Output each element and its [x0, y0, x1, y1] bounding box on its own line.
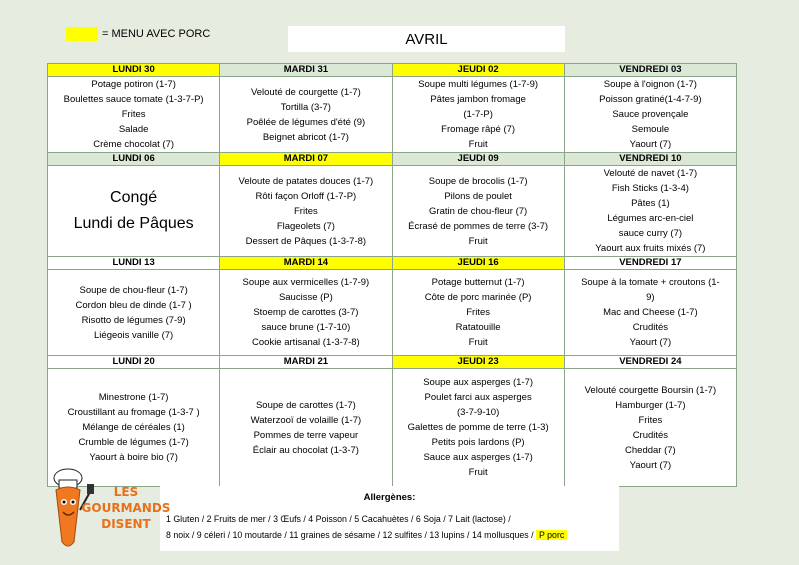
menu-item: Fromage râpé (7)	[441, 124, 516, 135]
menu-item: Fruit	[468, 337, 488, 348]
menu-item: Gratin de chou-fleur (7)	[429, 205, 528, 217]
menu-item: Pâtes (1)	[631, 198, 670, 209]
menu-item: Mélange de céréales (1)	[82, 422, 185, 433]
allergens-line-1: 1 Gluten / 2 Fruits de mer / 3 Œufs / 4 Poisson / 5 Cacahuètes / 6 Soja / 7 Lait (lactose) /	[166, 514, 511, 524]
day-menu-cell	[220, 270, 392, 356]
menu-item: Crudités	[632, 322, 669, 333]
menu-item: Minestrone (1-7)	[98, 392, 169, 403]
week-header-row	[48, 153, 737, 166]
menu-item: Dessert de Pâques (1-3-7-8)	[245, 235, 367, 247]
day-menu-cell	[48, 77, 220, 153]
menu-item: Crudités	[632, 429, 669, 441]
menu-item: Soupe aux vermicelles (1-7-9)	[242, 277, 370, 288]
day-header: MARDI 14	[220, 257, 392, 270]
menu-item: Sauce provençale	[612, 109, 689, 120]
menu-item: Potage potiron (1-7)	[91, 79, 176, 90]
menu-item: (1-7-P)	[463, 109, 493, 120]
menu-item: Lundi de Pâques	[73, 215, 194, 232]
week-header-row	[48, 64, 737, 77]
menu-item: Stoemp de carottes (3-7)	[253, 307, 359, 318]
menu-item: (3-7-9-10)	[457, 407, 500, 418]
day-header: LUNDI 20	[48, 356, 220, 369]
week-menu-row	[48, 77, 737, 153]
menu-item: Crème chocolat (7)	[93, 139, 175, 150]
chef-carrot-icon	[40, 462, 171, 554]
day-menu-cell	[220, 77, 392, 153]
menu-item: Soupe multi légumes (1-7-9)	[418, 79, 539, 90]
menu-item: sauce brune (1-7-10)	[261, 322, 351, 333]
day-header: JEUDI 09	[392, 153, 564, 166]
menu-item: Soupe de chou-fleur (1-7)	[79, 284, 188, 296]
legend-label: = MENU AVEC PORC	[102, 28, 211, 40]
menu-item: Salade	[118, 124, 149, 135]
day-menu-cell	[48, 270, 220, 356]
menu-item: Saucisse (P)	[278, 292, 333, 303]
menu-item: Cordon bleu de dinde (1-7 )	[75, 299, 192, 311]
menu-item: Soupe à l'oignon (1-7)	[603, 79, 697, 90]
legend	[66, 27, 210, 41]
menu-item: Yaourt (7)	[629, 337, 672, 348]
menu-item: Frites	[121, 109, 146, 120]
menu-item: Légumes arc-en-ciel	[607, 213, 694, 224]
menu-item: Flageolets (7)	[276, 220, 335, 232]
day-header: JEUDI 23	[392, 356, 564, 369]
day-menu-cell	[220, 166, 392, 257]
menu-item: Poulet farci aux asperges	[424, 392, 532, 403]
day-menu-cell	[564, 166, 736, 257]
legend-swatch	[66, 27, 98, 41]
menu-item: Côte de porc marinée (P)	[424, 292, 532, 303]
day-header: VENDREDI 17	[564, 257, 736, 270]
week-header-row	[48, 356, 737, 369]
menu-item: Sauce aux asperges (1-7)	[423, 452, 533, 463]
menu-item: Soupe de carottes (1-7)	[255, 399, 356, 411]
menu-item: Fruit	[468, 467, 488, 478]
day-header: MARDI 21	[220, 356, 392, 369]
menu-item: Éclair au chocolat (1-3-7)	[252, 444, 359, 456]
menu-item: Ratatouille	[455, 322, 501, 333]
menu-item: Fruit	[468, 235, 488, 247]
day-header: MARDI 31	[220, 64, 392, 77]
menu-item: Yaourt à boire bio (7)	[89, 452, 178, 463]
day-header: MARDI 07	[220, 153, 392, 166]
menu-item: Écrasé de pommes de terre (3-7)	[408, 220, 549, 232]
day-menu-cell	[392, 77, 564, 153]
menu-item: Congé	[110, 189, 158, 206]
day-header: VENDREDI 03	[564, 64, 736, 77]
holiday-cell	[48, 166, 220, 257]
logo-text-1: LES	[113, 485, 139, 499]
menu-item: sauce curry (7)	[618, 228, 683, 239]
menu-item: Velouté de courgette (1-7)	[250, 86, 361, 98]
day-menu-cell	[392, 166, 564, 257]
menu-item: Poisson gratiné(1-4-7-9)	[599, 94, 702, 105]
logo-text-3: DISENT	[101, 517, 151, 531]
menu-item: Boulettes sauce tomate (1-3-7-P)	[63, 94, 204, 105]
menu-item: Potage butternut (1-7)	[431, 277, 525, 288]
menu-item: Poêlée de légumes d'été (9)	[246, 116, 366, 128]
pork-marker: P porc	[536, 530, 567, 540]
menu-item: Waterzooï de volaille (1-7)	[250, 414, 362, 426]
menu-item: 9)	[646, 292, 655, 303]
menu-item: Pommes de terre vapeur	[253, 429, 359, 441]
allergens-box	[160, 486, 619, 551]
day-header: LUNDI 13	[48, 257, 220, 270]
menu-item: Soupe de brocolis (1-7)	[428, 175, 528, 187]
week-header-row	[48, 257, 737, 270]
menu-item: Hamburger (1-7)	[615, 399, 686, 411]
week-menu-row	[48, 270, 737, 356]
menu-item: Liégeois vanille (7)	[94, 329, 174, 341]
day-menu-cell	[392, 369, 564, 487]
menu-item: Tortilla (3-7)	[280, 101, 331, 113]
day-header: LUNDI 30	[48, 64, 220, 77]
day-menu-cell	[564, 369, 736, 487]
menu-item: Rôti façon Orloff (1-7-P)	[255, 190, 357, 202]
menu-item: Velouté de navet (1-7)	[603, 168, 698, 179]
menu-item: Frites	[638, 414, 663, 426]
day-header: JEUDI 16	[392, 257, 564, 270]
menu-item: Mac and Cheese (1-7)	[603, 307, 698, 318]
day-menu-cell	[564, 77, 736, 153]
menu-item: Pâtes jambon fromage	[430, 94, 526, 105]
menu-item: Risotto de légumes (7-9)	[81, 314, 186, 326]
allergens-line-2-text: 8 noix / 9 céleri / 10 moutarde / 11 graines de sésame / 12 sulfites / 13 lupins / 14 mollusques /	[166, 530, 534, 540]
menu-item: Yaourt (7)	[629, 459, 672, 471]
logo-text-2: GOURMANDS	[81, 501, 171, 515]
menu-item: Cheddar (7)	[625, 444, 676, 456]
day-menu-cell	[564, 270, 736, 356]
menu-item: Yaourt aux fruits mixés (7)	[595, 243, 706, 254]
day-header: LUNDI 06	[48, 153, 220, 166]
menu-item: Beignet abricot (1-7)	[262, 131, 349, 143]
allergens-line-2	[166, 530, 567, 540]
menu-item: Veloute de patates douces (1-7)	[238, 175, 374, 187]
day-header: JEUDI 02	[392, 64, 564, 77]
menu-table	[47, 63, 737, 487]
day-menu-cell	[220, 369, 392, 487]
menu-item: Velouté courgette Boursin (1-7)	[584, 384, 717, 396]
day-header: VENDREDI 10	[564, 153, 736, 166]
day-menu-cell	[392, 270, 564, 356]
menu-item: Semoule	[631, 124, 670, 135]
menu-item: Fruit	[468, 139, 488, 150]
menu-item: Crumble de légumes (1-7)	[78, 437, 189, 448]
menu-item: Pilons de poulet	[444, 190, 512, 202]
month-title: AVRIL	[288, 26, 565, 52]
menu-item: Yaourt (7)	[629, 139, 672, 150]
menu-item: Soupe aux asperges (1-7)	[423, 377, 534, 388]
week-menu-row	[48, 166, 737, 257]
menu-item: Frites	[294, 205, 318, 217]
menu-item: Croustillant au fromage (1-3-7 )	[67, 407, 200, 418]
menu-item: Frites	[466, 307, 490, 318]
menu-item: Cookie artisanal (1-3-7-8)	[252, 337, 360, 348]
menu-item: Petits pois lardons (P)	[431, 437, 525, 448]
menu-item: Galettes de pomme de terre (1-3)	[407, 422, 549, 433]
allergens-title: Allergènes:	[363, 492, 416, 503]
menu-item: Soupe à la tomate + croutons (1-	[581, 277, 720, 288]
menu-item: Fish Sticks (1-3-4)	[611, 183, 689, 194]
day-header: VENDREDI 24	[564, 356, 736, 369]
